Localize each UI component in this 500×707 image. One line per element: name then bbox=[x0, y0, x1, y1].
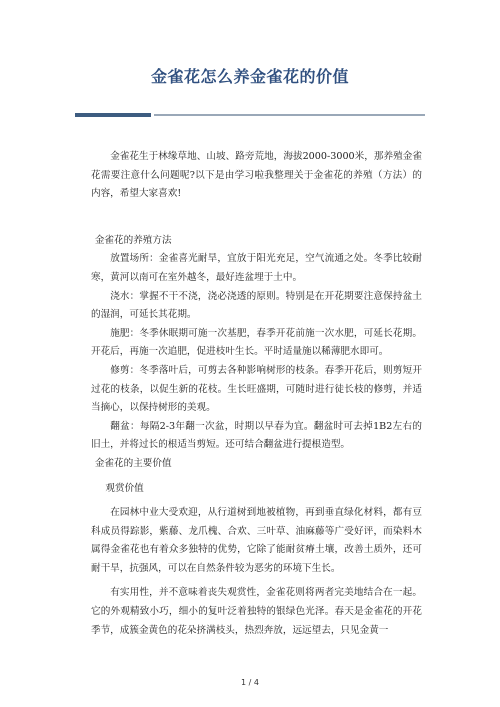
document-body bbox=[91, 148, 422, 640]
body-paragraph: 修剪：冬季落叶后，可剪去各种影响树形的枝条。春季开花后，则剪短开过花的枝条，以促生新的花枝。生长旺盛期，可随时进行徒长枝的修剪，并适当摘心，以保持树形的美观。 bbox=[91, 364, 422, 414]
body-paragraph: 施肥：冬季休眠期可施一次基肥，春季开花前施一次水肥，可延长花期。开花后，再施一次追肥，促进枝叶生长。平时适量施以稀薄肥水即可。 bbox=[91, 327, 422, 358]
section-heading-cultivation: 金雀花的养殖方法 bbox=[94, 234, 172, 246]
title-divider-accent bbox=[75, 113, 151, 117]
title-divider bbox=[75, 113, 425, 117]
page-title: 金雀花怎么养金雀花的价值 bbox=[150, 67, 349, 86]
page-number: 1 / 4 bbox=[241, 678, 259, 687]
body-paragraph: 有实用性，并不意味着丧失观赏性，金雀花则将两者完美地结合在一起。它的外观精致小巧，细小的复叶泛着独特的银绿色光泽。春天是金雀花的开花季节，成簇金黄色的花朵挤满枝头，热烈奔放，远远望去，只见金黄一 bbox=[91, 587, 422, 636]
body-paragraph: 翻盆：每隔2-3年翻一次盆，时期以早春为宜。翻盆时可去掉1B2左右的旧土，并将过长的根适当剪短。还可结合翻盆进行提根造型。 bbox=[91, 420, 422, 451]
intro-paragraph: 金雀花生于林缘草地、山坡、路旁荒地，海拔2000-3000米，那养殖金雀花需要注意什么问题呢?以下是由学习啦我整理关于金雀花的养殖（方法）的内容，希望大家喜欢! bbox=[91, 151, 422, 200]
body-paragraph: 浇水：掌握不干不浇，浇必浇透的原则。特别是在开花期要注意保持盆土的湿润，可延长其花期。 bbox=[91, 290, 422, 321]
title-divider-line bbox=[154, 114, 425, 116]
body-paragraph: 在园林中业大受欢迎，从行道树到地被植物，再到垂直绿化材料，都有豆科成员得踪影，紫藤、龙爪槐、合欢、三叶草、油麻藤等广受好评，而染料木属得金雀花也有着众多独特的优势，它除了能耐贫瘠土壤，改善土质外，还可耐干旱，抗强风，可以在自然条件较为恶劣的环境下生长。 bbox=[91, 507, 422, 574]
section-heading-value: 金雀花的主要价值 bbox=[94, 457, 172, 469]
body-paragraph: 放置场所：金雀喜光耐旱，宜放于阳光充足，空气流通之处。冬季比较耐寒，黄河以南可在室外越冬，最好连盆埋于土中。 bbox=[91, 253, 422, 283]
sub-heading-ornamental: 观赏价值 bbox=[105, 482, 144, 494]
